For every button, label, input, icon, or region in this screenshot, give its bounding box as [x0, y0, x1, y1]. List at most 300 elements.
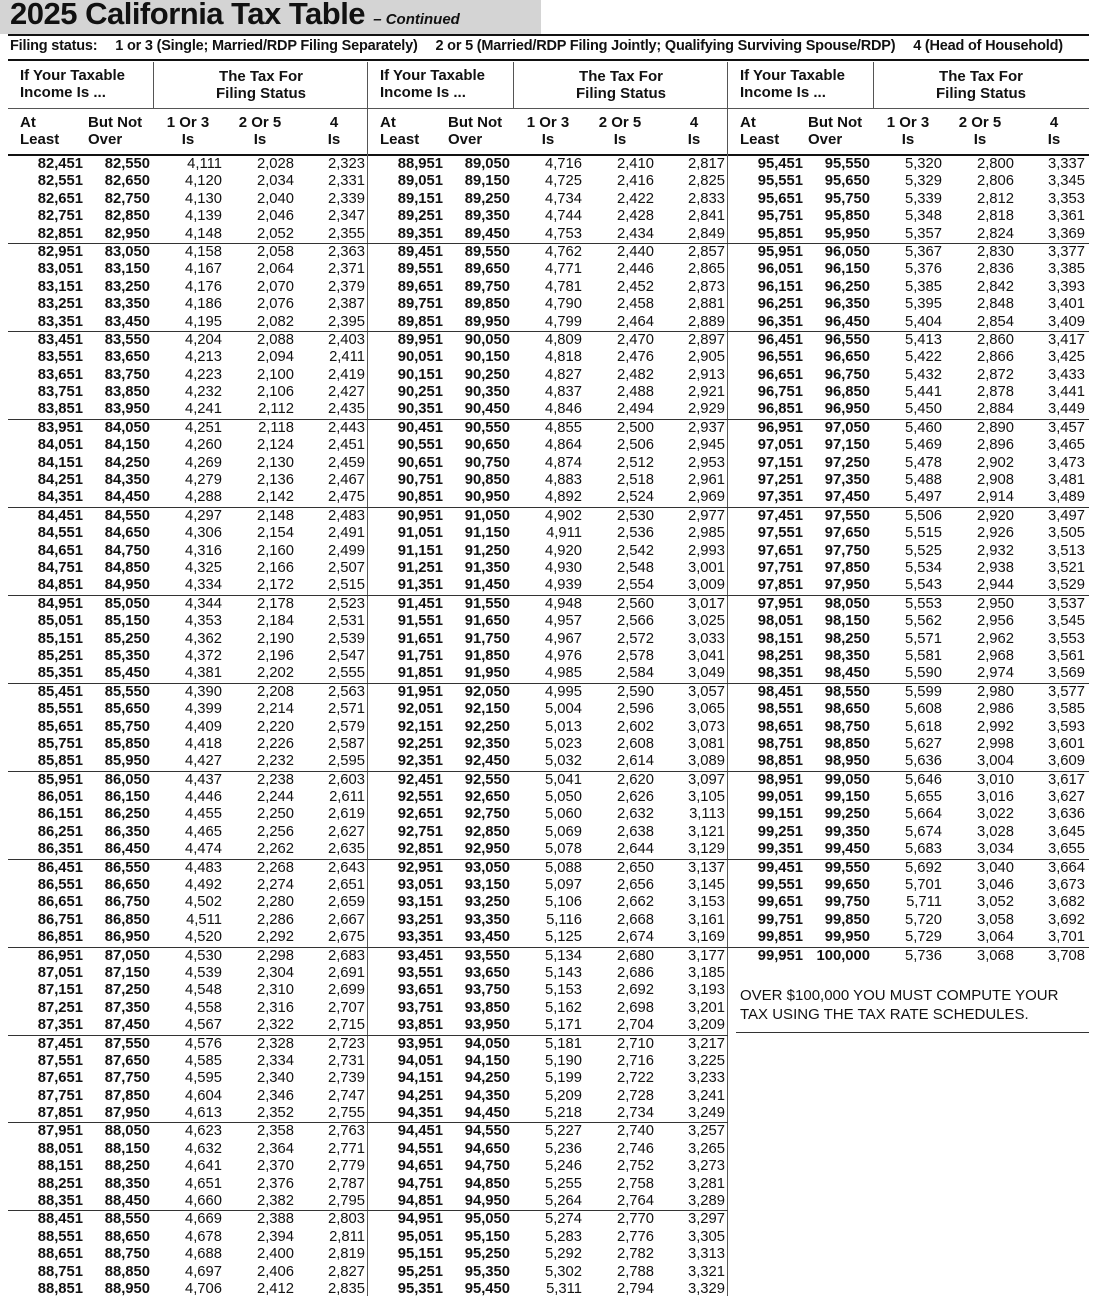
table-row	[8, 772, 368, 789]
status-4-header: 4 Is	[687, 114, 701, 148]
but-not-over-cell: 96,450	[824, 313, 870, 330]
filing-status-line	[10, 38, 1089, 54]
but-not-over-cell: 93,050	[464, 859, 510, 876]
at-least-cell: 87,051	[37, 964, 83, 981]
tax-1-3-cell: 4,818	[544, 349, 582, 366]
but-not-over-header: But Not Over	[808, 114, 863, 148]
at-least-cell: 83,651	[37, 366, 83, 383]
tax-4-cell: 2,435	[327, 401, 365, 418]
at-least-cell: 91,751	[397, 647, 443, 664]
but-not-over-cell: 91,650	[464, 613, 510, 630]
at-least-cell: 97,851	[757, 577, 803, 594]
table-row	[8, 824, 368, 841]
table-rows	[368, 156, 728, 1298]
tax-2-5-cell: 2,716	[616, 1052, 654, 1069]
at-least-cell: 89,851	[397, 313, 443, 330]
tax-4-cell: 2,969	[687, 489, 725, 506]
tax-4-cell: 3,692	[1047, 911, 1085, 928]
tax-4-cell: 3,457	[1047, 419, 1085, 436]
header-group-row	[368, 62, 728, 109]
tax-1-3-cell: 4,790	[544, 296, 582, 313]
tax-2-5-cell: 2,956	[976, 613, 1014, 630]
tax-1-3-cell: 5,395	[904, 296, 942, 313]
filing-status-1-3: 1 or 3 (Single; Married/RDP Filing Separately)	[115, 38, 418, 54]
tax-4-cell: 3,529	[1047, 577, 1085, 594]
tax-1-3-cell: 4,362	[184, 630, 222, 647]
at-least-cell: 89,651	[397, 278, 443, 295]
tax-1-3-cell: 5,515	[904, 525, 942, 542]
tax-2-5-cell: 2,992	[976, 718, 1014, 735]
tax-1-3-cell: 4,595	[184, 1070, 222, 1087]
at-least-cell: 99,551	[757, 877, 803, 894]
tax-4-cell: 3,701	[1047, 929, 1085, 946]
tax-2-5-cell: 2,596	[616, 701, 654, 718]
tax-2-5-cell: 2,656	[616, 877, 654, 894]
at-least-cell: 87,751	[37, 1087, 83, 1104]
table-row	[8, 401, 368, 419]
tax-1-3-cell: 5,320	[904, 156, 942, 172]
tax-2-5-cell: 2,824	[976, 225, 1014, 242]
at-least-cell: 85,151	[37, 630, 83, 647]
at-least-cell: 94,651	[397, 1158, 443, 1175]
tax-2-5-cell: 2,028	[256, 156, 294, 172]
tax-1-3-cell: 4,948	[544, 595, 582, 612]
table-row	[728, 543, 1089, 560]
tax-1-3-cell: 4,437	[184, 771, 222, 788]
tax-1-3-cell: 4,511	[186, 911, 222, 928]
tax-1-3-cell: 4,297	[184, 507, 222, 524]
income-header: If Your Taxable Income Is ...	[740, 67, 846, 101]
tax-4-cell: 3,377	[1047, 243, 1085, 260]
table-row	[368, 1123, 728, 1140]
at-least-cell: 93,451	[397, 947, 443, 964]
status-1-3-header: 1 Or 3 Is	[166, 114, 210, 148]
tax-1-3-cell: 5,581	[904, 647, 942, 664]
tax-1-3-cell: 4,716	[544, 156, 582, 172]
table-row	[728, 577, 1089, 595]
at-least-cell: 96,151	[757, 278, 803, 295]
tax-2-5-cell: 2,758	[616, 1175, 654, 1192]
but-not-over-cell: 87,150	[104, 964, 150, 981]
at-least-header: At Least	[740, 114, 780, 148]
but-not-over-cell: 96,550	[824, 331, 870, 348]
at-least-cell: 85,751	[37, 735, 83, 752]
tax-1-3-cell: 5,460	[904, 419, 942, 436]
at-least-cell: 93,751	[397, 999, 443, 1016]
tax-4-cell: 3,225	[687, 1052, 725, 1069]
at-least-cell: 82,451	[37, 156, 83, 172]
table-row	[8, 1088, 368, 1105]
at-least-cell: 82,651	[37, 190, 83, 207]
at-least-cell: 87,651	[37, 1070, 83, 1087]
tax-2-5-cell: 2,470	[616, 331, 654, 348]
table-row	[368, 560, 728, 577]
tax-1-3-cell: 4,111	[187, 156, 222, 172]
tax-2-5-cell: 2,208	[256, 683, 294, 700]
table-row	[368, 508, 728, 525]
but-not-over-cell: 91,350	[464, 559, 510, 576]
tax-table-column-2	[368, 62, 728, 1296]
tax-2-5-cell: 2,998	[976, 735, 1014, 752]
tax-2-5-cell: 2,416	[616, 173, 654, 190]
but-not-over-cell: 85,650	[104, 701, 150, 718]
header-group-row	[8, 62, 368, 109]
table-row	[8, 789, 368, 806]
tax-4-cell: 2,833	[687, 190, 725, 207]
tax-4-cell: 3,569	[1047, 665, 1085, 682]
tax-2-5-cell: 2,370	[256, 1158, 294, 1175]
tax-4-cell: 3,636	[1047, 806, 1085, 823]
table-row	[8, 508, 368, 525]
tax-2-5-cell: 2,704	[616, 1017, 654, 1034]
tax-4-cell: 2,371	[327, 261, 365, 278]
income-tax-divider	[153, 62, 154, 108]
but-not-over-cell: 90,050	[464, 331, 510, 348]
table-row	[728, 772, 1089, 789]
at-least-cell: 83,751	[37, 384, 83, 401]
at-least-cell: 90,451	[397, 419, 443, 436]
income-header: If Your Taxable Income Is ...	[380, 67, 486, 101]
tax-2-5-cell: 2,316	[256, 999, 294, 1016]
table-row	[368, 982, 728, 999]
tax-4-cell: 2,835	[327, 1281, 365, 1297]
but-not-over-cell: 97,150	[824, 437, 870, 454]
but-not-over-cell: 97,950	[824, 577, 870, 594]
at-least-cell: 92,451	[397, 771, 443, 788]
tax-1-3-cell: 5,729	[904, 929, 942, 946]
tax-2-5-cell: 2,614	[616, 753, 654, 770]
tax-1-3-cell: 4,520	[184, 929, 222, 946]
at-least-cell: 96,451	[757, 331, 803, 348]
tax-4-cell: 3,465	[1047, 437, 1085, 454]
but-not-over-cell: 84,850	[104, 559, 150, 576]
tax-4-cell: 2,913	[687, 366, 725, 383]
but-not-over-cell: 89,650	[464, 261, 510, 278]
but-not-over-cell: 99,450	[824, 841, 870, 858]
but-not-over-cell: 87,850	[104, 1087, 150, 1104]
table-row	[8, 279, 368, 296]
tax-4-cell: 2,819	[327, 1246, 365, 1263]
tax-4-cell: 2,795	[327, 1193, 365, 1210]
tax-1-3-cell: 4,223	[184, 366, 222, 383]
at-least-cell: 88,051	[37, 1140, 83, 1157]
at-least-cell: 91,951	[397, 683, 443, 700]
tax-2-5-cell: 2,088	[256, 331, 294, 348]
tax-2-5-cell: 2,124	[256, 437, 294, 454]
tax-2-5-cell: 2,190	[256, 630, 294, 647]
but-not-over-cell: 88,750	[104, 1246, 150, 1263]
table-row	[368, 261, 728, 278]
table-row	[368, 948, 728, 965]
tax-4-cell: 3,209	[687, 1017, 725, 1034]
tax-2-5-cell: 2,482	[616, 366, 654, 383]
tax-4-cell: 3,233	[687, 1070, 725, 1087]
but-not-over-cell: 95,950	[824, 225, 870, 242]
tax-4-cell: 3,409	[1047, 313, 1085, 330]
but-not-over-cell: 97,650	[824, 525, 870, 542]
table-row	[368, 665, 728, 683]
table-row	[8, 665, 368, 683]
table-row	[728, 279, 1089, 296]
tax-4-cell: 2,491	[327, 525, 365, 542]
at-least-cell: 86,451	[37, 859, 83, 876]
at-least-cell: 88,251	[37, 1175, 83, 1192]
tax-4-cell: 3,577	[1047, 683, 1085, 700]
table-row	[368, 929, 728, 947]
at-least-cell: 89,051	[397, 173, 443, 190]
tax-2-5-cell: 2,788	[616, 1263, 654, 1280]
table-row	[8, 314, 368, 332]
tax-2-5-cell: 2,232	[256, 753, 294, 770]
tax-4-cell: 3,273	[687, 1158, 725, 1175]
tax-4-cell: 2,929	[687, 401, 725, 418]
tax-1-3-cell: 4,892	[544, 489, 582, 506]
at-least-cell: 83,851	[37, 401, 83, 418]
tax-2-5-cell: 2,674	[616, 929, 654, 946]
tax-2-5-cell: 2,920	[976, 507, 1014, 524]
tax-4-cell: 2,683	[327, 947, 365, 964]
title-rule	[8, 34, 1089, 36]
tax-2-5-cell: 2,668	[616, 911, 654, 928]
income-tax-divider	[513, 62, 514, 108]
at-least-cell: 86,551	[37, 877, 83, 894]
tax-4-cell: 2,387	[327, 296, 365, 313]
at-least-cell: 87,951	[37, 1123, 83, 1140]
but-not-over-cell: 92,550	[464, 771, 510, 788]
table-row	[8, 384, 368, 401]
tax-2-5-cell: 2,764	[616, 1193, 654, 1210]
tax-2-5-cell: 2,770	[616, 1211, 654, 1228]
but-not-over-cell: 92,650	[464, 789, 510, 806]
tax-1-3-cell: 5,525	[904, 542, 942, 559]
tax-2-5-cell: 2,950	[976, 595, 1014, 612]
header-column-row	[8, 108, 368, 156]
tax-4-cell: 2,857	[687, 243, 725, 260]
tax-4-cell: 2,579	[327, 718, 365, 735]
tax-1-3-cell: 4,530	[184, 947, 222, 964]
table-row	[8, 1229, 368, 1246]
tax-4-cell: 3,329	[687, 1281, 725, 1297]
table-row	[728, 173, 1089, 190]
tax-2-5-cell: 2,944	[976, 577, 1014, 594]
tax-4-cell: 3,073	[687, 718, 725, 735]
tax-4-cell: 3,057	[687, 683, 725, 700]
tax-1-3-cell: 4,465	[184, 823, 222, 840]
but-not-over-cell: 99,250	[824, 806, 870, 823]
tax-2-5-cell: 3,022	[976, 806, 1014, 823]
but-not-over-cell: 83,550	[104, 331, 150, 348]
table-row	[8, 437, 368, 454]
income-header: If Your Taxable Income Is ...	[20, 67, 126, 101]
table-row	[368, 384, 728, 401]
tax-4-cell: 3,655	[1047, 841, 1085, 858]
at-least-cell: 95,251	[397, 1263, 443, 1280]
table-row	[728, 455, 1089, 472]
but-not-over-cell: 88,550	[104, 1211, 150, 1228]
tax-1-3-cell: 5,618	[904, 718, 942, 735]
table-row	[368, 701, 728, 718]
at-least-cell: 82,551	[37, 173, 83, 190]
at-least-cell: 90,151	[397, 366, 443, 383]
table-row	[728, 824, 1089, 841]
tax-4-cell: 3,593	[1047, 718, 1085, 735]
tax-2-5-cell: 2,866	[976, 349, 1014, 366]
tax-1-3-cell: 4,678	[184, 1228, 222, 1245]
table-row	[368, 1193, 728, 1211]
tax-2-5-cell: 2,494	[616, 401, 654, 418]
table-row	[8, 226, 368, 244]
at-least-cell: 86,751	[37, 911, 83, 928]
table-row	[8, 173, 368, 190]
table-row	[368, 1229, 728, 1246]
but-not-over-cell: 92,750	[464, 806, 510, 823]
at-least-cell: 89,451	[397, 243, 443, 260]
at-least-cell: 87,551	[37, 1052, 83, 1069]
at-least-cell: 87,351	[37, 1017, 83, 1034]
tax-4-cell: 3,664	[1047, 859, 1085, 876]
table-row	[368, 543, 728, 560]
table-row	[8, 894, 368, 911]
table-row	[728, 384, 1089, 401]
but-not-over-cell: 86,950	[104, 929, 150, 946]
table-row	[8, 948, 368, 965]
at-least-cell: 85,851	[37, 753, 83, 770]
but-not-over-cell: 86,650	[104, 877, 150, 894]
at-least-cell: 94,151	[397, 1070, 443, 1087]
but-not-over-header: But Not Over	[88, 114, 143, 148]
but-not-over-cell: 84,550	[104, 507, 150, 524]
tax-2-5-cell: 2,476	[616, 349, 654, 366]
tax-4-cell: 2,323	[327, 156, 365, 172]
but-not-over-cell: 96,150	[824, 261, 870, 278]
tax-2-5-cell: 2,752	[616, 1158, 654, 1175]
tax-2-5-cell: 2,554	[616, 577, 654, 594]
but-not-over-cell: 94,350	[464, 1087, 510, 1104]
at-least-cell: 88,151	[37, 1158, 83, 1175]
tax-2-5-cell: 2,566	[616, 613, 654, 630]
tax-2-5-cell: 2,358	[256, 1123, 294, 1140]
tax-2-5-cell: 2,046	[256, 208, 294, 225]
tax-4-cell: 3,489	[1047, 489, 1085, 506]
tax-4-cell: 3,425	[1047, 349, 1085, 366]
tax-4-cell: 3,401	[1047, 296, 1085, 313]
at-least-cell: 92,251	[397, 735, 443, 752]
but-not-over-cell: 84,250	[104, 454, 150, 471]
at-least-cell: 96,951	[757, 419, 803, 436]
tax-4-cell: 2,739	[327, 1070, 365, 1087]
status-2-5-header: 2 Or 5 Is	[598, 114, 642, 148]
but-not-over-cell: 95,850	[824, 208, 870, 225]
tax-4-cell: 2,945	[687, 437, 725, 454]
but-not-over-cell: 88,050	[104, 1123, 150, 1140]
table-row	[728, 489, 1089, 507]
table-row	[8, 455, 368, 472]
tax-2-5-cell: 2,328	[256, 1035, 294, 1052]
tax-1-3-cell: 4,213	[184, 349, 222, 366]
tax-2-5-cell: 2,382	[256, 1193, 294, 1210]
at-least-cell: 87,251	[37, 999, 83, 1016]
tax-1-3-cell: 4,985	[544, 665, 582, 682]
tax-1-3-cell: 4,576	[184, 1035, 222, 1052]
at-least-cell: 90,051	[397, 349, 443, 366]
table-row	[368, 613, 728, 630]
at-least-cell: 94,851	[397, 1193, 443, 1210]
table-row	[728, 560, 1089, 577]
tax-1-3-cell: 5,209	[544, 1087, 582, 1104]
income-tax-divider	[873, 62, 874, 108]
table-row	[728, 841, 1089, 859]
table-row	[728, 508, 1089, 525]
tax-2-5-cell: 3,040	[976, 859, 1014, 876]
at-least-cell: 96,851	[757, 401, 803, 418]
at-least-cell: 93,851	[397, 1017, 443, 1034]
at-least-cell: 94,951	[397, 1211, 443, 1228]
tax-1-3-cell: 4,306	[184, 525, 222, 542]
table-row	[368, 912, 728, 929]
table-row	[8, 349, 368, 366]
table-row	[8, 753, 368, 771]
tax-1-3-cell: 4,567	[184, 1017, 222, 1034]
at-least-cell: 87,451	[37, 1035, 83, 1052]
but-not-over-cell: 92,150	[464, 701, 510, 718]
tax-1-3-cell: 4,325	[184, 559, 222, 576]
tax-1-3-cell: 4,697	[184, 1263, 222, 1280]
tax-4-cell: 2,755	[327, 1105, 365, 1122]
tax-4-cell: 3,281	[687, 1175, 725, 1192]
table-row	[728, 631, 1089, 648]
but-not-over-cell: 91,250	[464, 542, 510, 559]
table-row	[728, 894, 1089, 911]
tax-4-cell: 2,403	[327, 331, 365, 348]
but-not-over-cell: 99,050	[824, 771, 870, 788]
tax-2-5-cell: 3,034	[976, 841, 1014, 858]
table-row	[368, 1158, 728, 1175]
tax-4-cell: 3,009	[687, 577, 725, 594]
at-least-cell: 97,051	[757, 437, 803, 454]
tax-4-cell: 3,153	[687, 894, 725, 911]
tax-1-3-cell: 4,846	[544, 401, 582, 418]
table-row	[8, 420, 368, 437]
but-not-over-cell: 96,250	[824, 278, 870, 295]
tax-2-5-cell: 2,644	[616, 841, 654, 858]
tax-2-5-cell: 2,334	[256, 1052, 294, 1069]
table-row	[728, 332, 1089, 349]
at-least-cell: 90,751	[397, 472, 443, 489]
table-row	[368, 1246, 728, 1263]
but-not-over-cell: 90,750	[464, 454, 510, 471]
table-row	[8, 472, 368, 489]
table-row	[8, 261, 368, 278]
table-row	[728, 349, 1089, 366]
at-least-cell: 99,451	[757, 859, 803, 876]
but-not-over-cell: 86,450	[104, 841, 150, 858]
tax-4-cell: 2,707	[327, 999, 365, 1016]
at-least-cell: 97,451	[757, 507, 803, 524]
tax-4-cell: 3,201	[687, 999, 725, 1016]
tax-2-5-cell: 2,572	[616, 630, 654, 647]
but-not-over-cell: 88,150	[104, 1140, 150, 1157]
tax-2-5-cell: 2,872	[976, 366, 1014, 383]
at-least-cell: 85,551	[37, 701, 83, 718]
table-row	[368, 472, 728, 489]
tax-2-5-cell: 2,698	[616, 999, 654, 1016]
tax-1-3-cell: 5,543	[904, 577, 942, 594]
tax-1-3-cell: 5,469	[904, 437, 942, 454]
but-not-over-cell: 83,750	[104, 366, 150, 383]
tax-2-5-cell: 2,262	[256, 841, 294, 858]
table-row	[8, 684, 368, 701]
at-least-cell: 97,551	[757, 525, 803, 542]
